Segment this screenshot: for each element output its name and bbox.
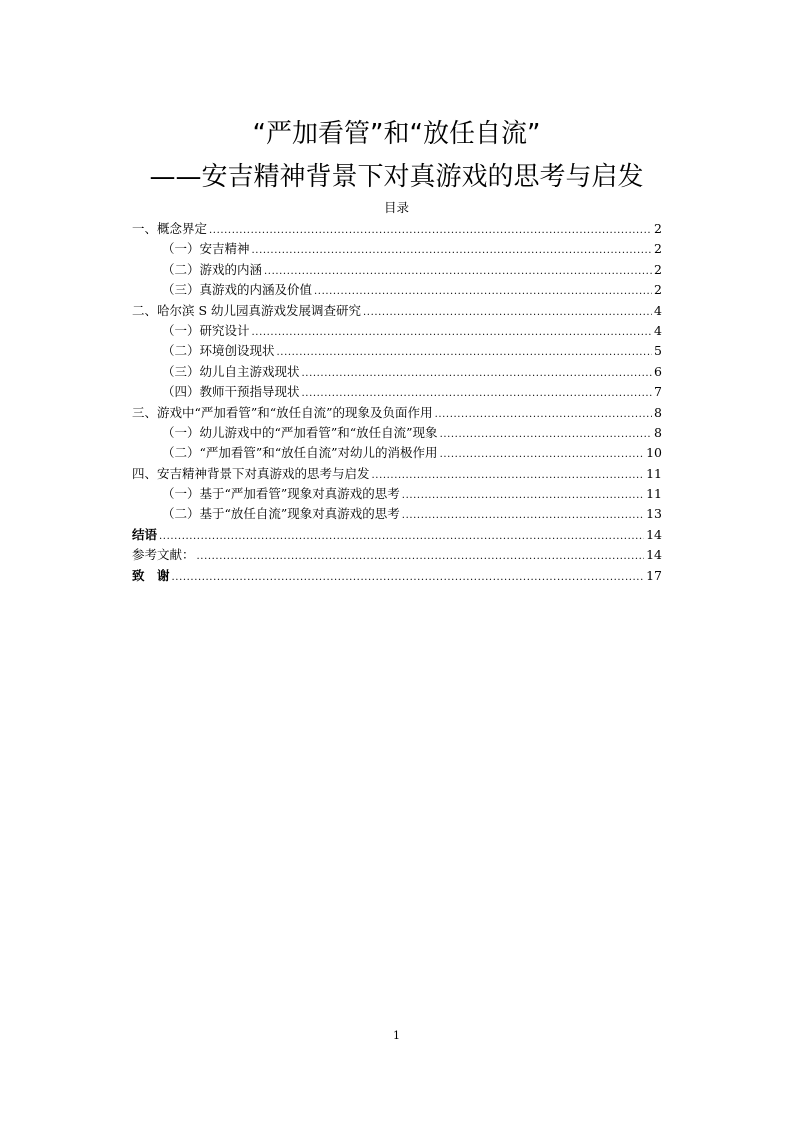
toc-entry-label: （三）幼儿自主游戏现状 — [162, 363, 300, 379]
toc-entry-page: 6 — [654, 363, 662, 379]
toc-dot-leader — [252, 323, 653, 343]
toc-entry-page: 7 — [654, 384, 662, 400]
toc-entry-label: 结语 — [132, 526, 158, 542]
page-number: 1 — [393, 1029, 400, 1042]
toc-dot-leader — [363, 303, 652, 323]
toc-entry-page: 2 — [654, 241, 662, 257]
toc-entry[interactable] — [132, 260, 662, 280]
toc-entry-label: （二）“严加看管”和“放任自流”对幼儿的消极作用 — [162, 445, 438, 461]
toc-entry-label: 三、游戏中“严加看管”和“放任自流”的现象及负面作用 — [132, 404, 433, 420]
toc-entry[interactable] — [132, 219, 662, 239]
toc-entry-page: 13 — [646, 506, 662, 522]
toc-dot-leader — [172, 568, 645, 588]
toc-entry[interactable] — [132, 341, 662, 361]
toc-entry-page: 10 — [646, 445, 662, 461]
toc-dot-leader — [197, 547, 645, 567]
toc-entry-page: 5 — [654, 343, 662, 359]
toc-entry[interactable] — [132, 443, 662, 463]
toc-entry-label: （二）环境创设现状 — [162, 343, 275, 359]
toc-entry[interactable] — [132, 280, 662, 300]
toc-dot-leader — [402, 506, 644, 526]
toc-entry[interactable] — [132, 484, 662, 504]
toc-dot-leader — [440, 425, 652, 445]
toc-entry[interactable] — [132, 382, 662, 402]
toc-dot-leader — [314, 282, 652, 302]
toc-entry[interactable] — [132, 423, 662, 443]
toc-entry-page: 8 — [654, 404, 662, 420]
toc-dot-leader — [302, 384, 653, 404]
toc-entry-label: 二、哈尔滨 S 幼儿园真游戏发展调查研究 — [132, 302, 362, 318]
toc-entry[interactable] — [132, 525, 662, 545]
toc-entry-page: 4 — [654, 302, 662, 318]
toc-entry-page: 8 — [654, 424, 662, 440]
toc-dot-leader — [435, 405, 652, 425]
toc-entry-label: （一）基于“严加看管”现象对真游戏的思考 — [162, 486, 400, 502]
toc-entry[interactable] — [132, 321, 662, 341]
toc-entry-label: （二）基于“放任自流”现象对真游戏的思考 — [162, 506, 400, 522]
toc-entry[interactable] — [132, 403, 662, 423]
toc-heading: 目录 — [383, 200, 409, 215]
toc-entry-label: （二）游戏的内涵 — [162, 261, 263, 277]
toc-entry-label: （一）幼儿游戏中的“严加看管”和“放任自流”现象 — [162, 424, 438, 440]
toc-entry-page: 14 — [646, 547, 662, 563]
toc-entry[interactable] — [132, 566, 662, 586]
toc-entry-page: 4 — [654, 322, 662, 338]
toc-entry-label: （一）安吉精神 — [162, 241, 250, 257]
toc-entry-page: 2 — [654, 221, 662, 236]
document-title-line-1: “严加看管”和“放任自流” — [252, 119, 541, 149]
toc-entry[interactable] — [132, 464, 662, 484]
toc-entry[interactable] — [132, 362, 662, 382]
toc-entry[interactable] — [132, 301, 662, 321]
toc-entry-label: 参考文献： — [132, 547, 195, 563]
toc-dot-leader — [209, 221, 652, 241]
toc-entry[interactable] — [132, 239, 662, 259]
toc-entry-label: （一）研究设计 — [162, 322, 250, 338]
toc-dot-leader — [372, 466, 645, 486]
toc-dot-leader — [159, 527, 644, 547]
toc-dot-leader — [252, 241, 653, 261]
toc-dot-leader — [402, 486, 644, 506]
table-of-contents — [132, 219, 662, 586]
toc-entry-page: 14 — [646, 526, 662, 542]
toc-entry-page: 11 — [646, 486, 662, 502]
toc-entry-label: （三）真游戏的内涵及价值 — [162, 282, 313, 298]
toc-entry-page: 11 — [646, 465, 662, 481]
document-title-line-2: ——安吉精神背景下对真游戏的思考与启发 — [149, 162, 644, 192]
toc-entry-page: 17 — [646, 567, 662, 583]
toc-entry[interactable] — [132, 545, 662, 565]
toc-entry-label: 一、概念界定 — [132, 221, 208, 236]
toc-entry-label: 致 谢 — [132, 567, 170, 583]
toc-entry[interactable] — [132, 504, 662, 524]
toc-entry-label: 四、安吉精神背景下对真游戏的思考与启发 — [132, 465, 370, 481]
toc-entry-label: （四）教师干预指导现状 — [162, 384, 300, 400]
toc-dot-leader — [302, 364, 653, 384]
toc-entry-page: 2 — [654, 282, 662, 298]
toc-dot-leader — [440, 445, 645, 465]
toc-dot-leader — [264, 262, 652, 282]
toc-entry-page: 2 — [654, 261, 662, 277]
toc-dot-leader — [277, 343, 653, 363]
